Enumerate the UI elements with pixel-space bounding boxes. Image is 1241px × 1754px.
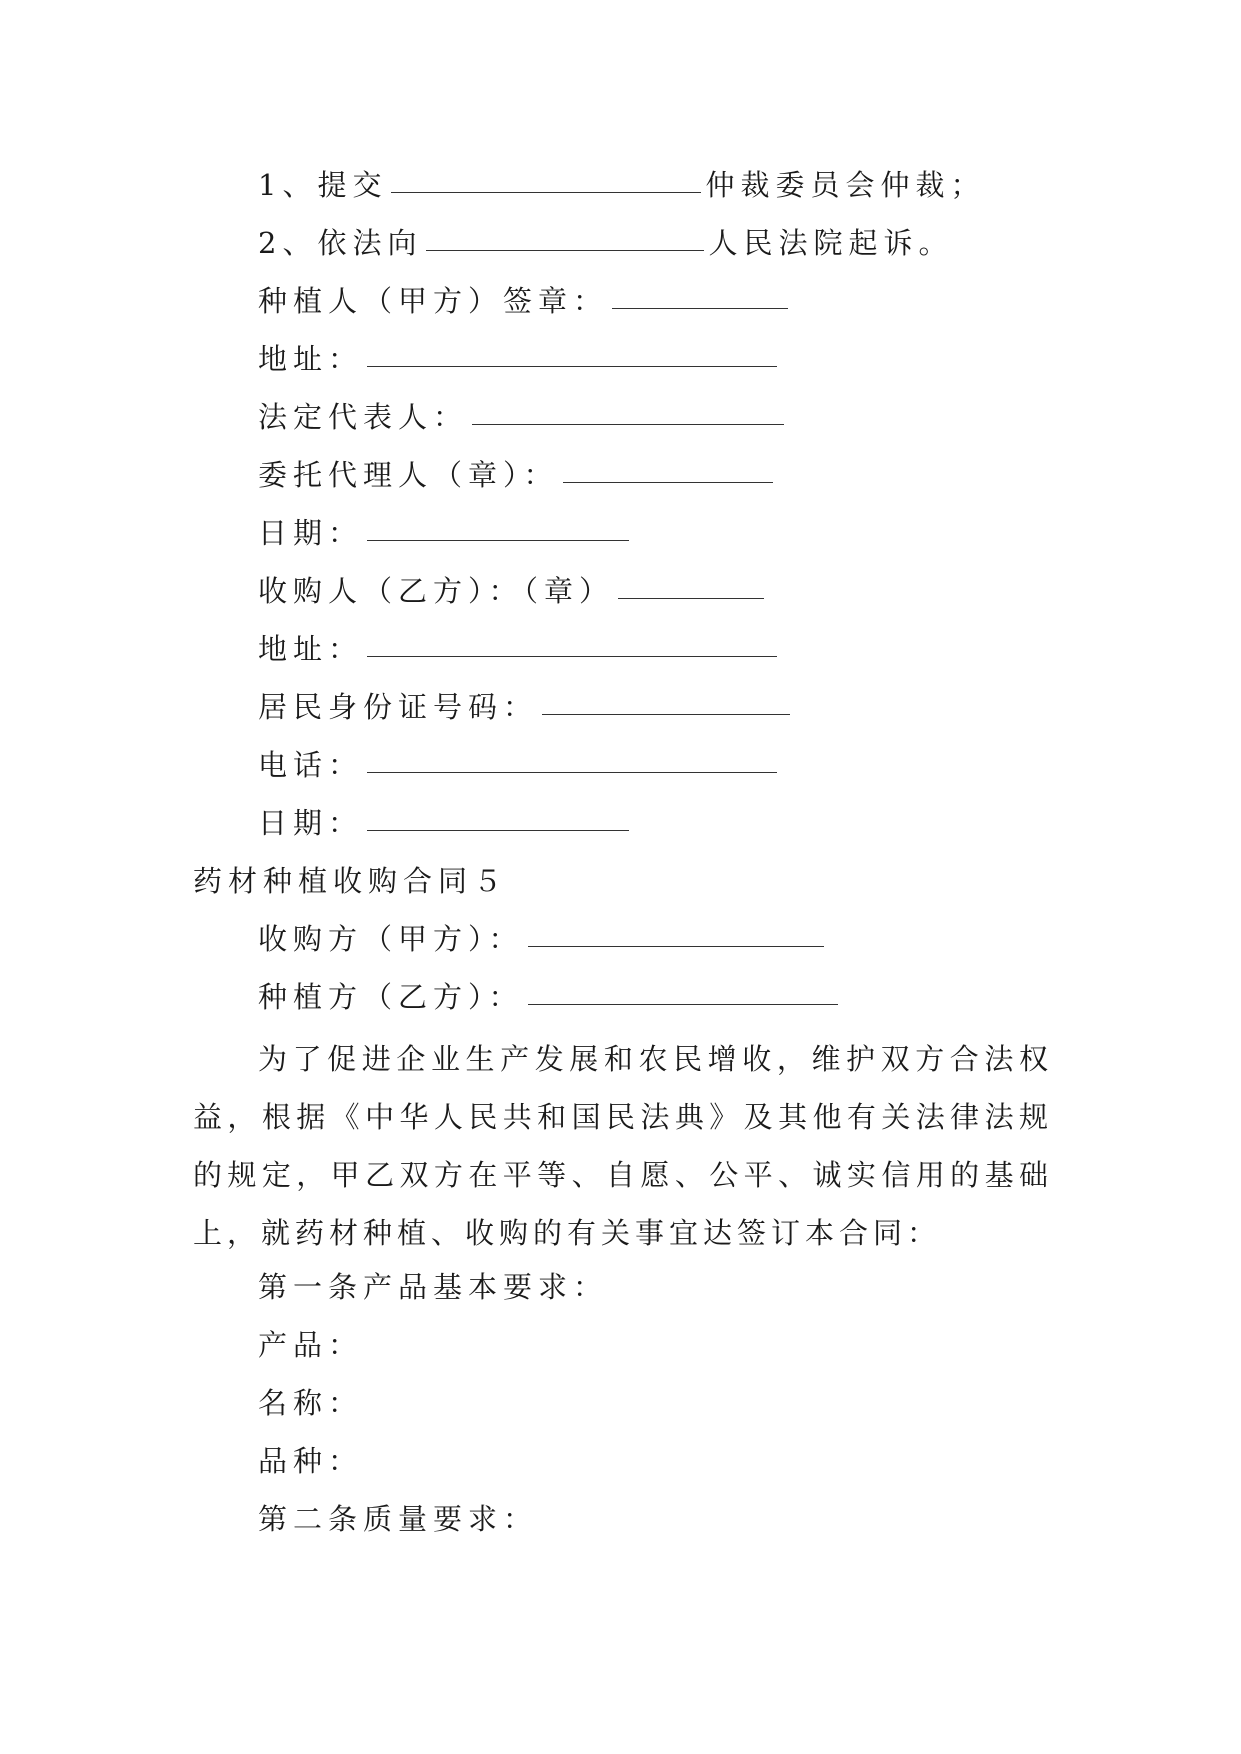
party-b-blank: [528, 1002, 838, 1005]
grower-signature-line: [258, 281, 792, 321]
phone-line: [258, 745, 781, 785]
lawsuit-prefix: 2、依法向: [258, 226, 423, 260]
variety-label: 品种：: [258, 1444, 364, 1478]
lawsuit-line: [258, 223, 953, 263]
buyer-address-blank: [367, 654, 777, 657]
section-title: 药材种植收购合同５: [193, 864, 509, 898]
arbitration-prefix: 1、提交: [258, 168, 388, 202]
arbitration-suffix: 仲裁委员会仲裁；: [705, 168, 986, 202]
buyer-date-label: 日期：: [258, 806, 364, 840]
buyer-date-blank: [367, 828, 629, 831]
intro-paragraph: 为了促进企业生产发展和农民增收，维护双方合法权益，根据《中华人民共和国民法典》及其他有关法律法规的规定，甲乙双方在平等、自愿、公平、诚实信用的基础上，就药材种植、收购的有关事宜达签订本合同：: [193, 1042, 1053, 1250]
agent-blank: [563, 480, 773, 483]
grower-date-blank: [367, 538, 629, 541]
grower-signature-label: 种植人（甲方）签章：: [258, 284, 609, 318]
id-number-label: 居民身份证号码：: [258, 690, 539, 724]
article-2-heading: 第二条质量要求：: [258, 1502, 539, 1536]
product-label: 产品：: [258, 1328, 364, 1362]
id-number-line: [258, 687, 794, 727]
lawsuit-suffix: 人民法院起诉。: [708, 226, 954, 260]
arbitration-line: [258, 165, 985, 205]
grower-signature-blank: [612, 306, 788, 309]
grower-address-line: [258, 339, 781, 379]
lawsuit-blank: [426, 248, 704, 251]
legal-representative-blank: [472, 422, 784, 425]
grower-address-blank: [367, 364, 777, 367]
legal-representative-line: [258, 397, 788, 437]
party-a-line: [258, 919, 828, 959]
buyer-signature-label: 收购人（乙方）：（章）: [258, 574, 615, 608]
buyer-signature-blank: [618, 596, 764, 599]
id-number-blank: [542, 712, 790, 715]
grower-date-line: [258, 513, 633, 553]
grower-address-label: 地址：: [258, 342, 364, 376]
agent-line: [258, 455, 777, 495]
party-a-blank: [528, 944, 824, 947]
buyer-date-line: [258, 803, 633, 843]
party-b-label: 种植方（乙方）：: [258, 980, 524, 1014]
name-label: 名称：: [258, 1386, 364, 1420]
party-b-line: [258, 977, 842, 1017]
phone-blank: [367, 770, 777, 773]
grower-date-label: 日期：: [258, 516, 364, 550]
article-1-heading: 第一条产品基本要求：: [258, 1270, 609, 1304]
arbitration-blank: [391, 190, 701, 193]
party-a-label: 收购方（甲方）：: [258, 922, 524, 956]
buyer-address-label: 地址：: [258, 632, 364, 666]
phone-label: 电话：: [258, 748, 364, 782]
buyer-address-line: [258, 629, 781, 669]
buyer-signature-line: [258, 571, 768, 611]
legal-representative-label: 法定代表人：: [258, 400, 469, 434]
agent-label: 委托代理人（章）：: [258, 458, 559, 492]
